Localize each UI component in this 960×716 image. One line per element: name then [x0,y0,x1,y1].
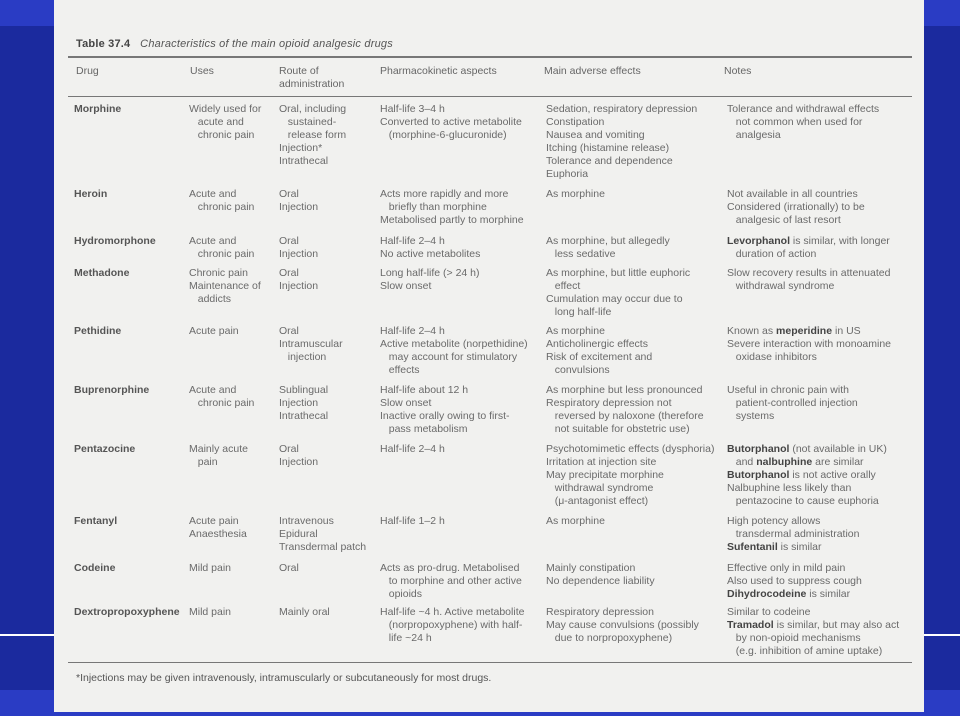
uses-cell: Chronic pain Maintenance of addicts [189,267,261,305]
notes-cell: Slow recovery results in attenuated withdrawal syndrome [727,267,891,292]
adverse-effects-cell: Psychotomimetic effects (dysphoria) Irritation at injection site May precipitate morphine withdrawal syndrome (μ-antagonist effect) [546,443,715,507]
uses-cell: Acute pain Anaesthesia [189,515,247,540]
pharmacokinetics-cell: Half-life 2–4 h Active metabolite (norpethidine) may account for stimulatory effects [380,325,528,376]
pharmacokinetics-cell: Half-life 2–4 h [380,443,445,455]
notes-cell: Levorphanol is similar, with longer duration of action [727,235,890,260]
route-cell: Oral Injection [279,188,319,213]
table-title-text: Characteristics of the main opioid analgesic drugs [140,38,393,50]
adverse-effects-cell: As morphine [546,515,605,527]
pharmacokinetics-cell: Acts as pro-drug. Metabolised to morphine and other active opioids [380,562,522,600]
pharmacokinetics-cell: Half-life 1–2 h [380,515,445,527]
notes-cell: Useful in chronic pain with patient-controlled injection systems [727,384,858,422]
notes-cell: High potency allows transdermal administration Sufentanil is similar [727,515,860,553]
drug-name: Heroin [74,188,108,200]
adverse-effects-cell: As morphine Anticholinergic effects Risk of excitement and convulsions [546,325,653,376]
header-uses: Uses [190,65,214,77]
notes-cell: Tolerance and withdrawal effects not common when used for analgesia [727,103,880,141]
uses-cell: Mild pain [189,606,232,618]
uses-cell: Mainly acute pain [189,443,248,468]
pharmacokinetics-cell: Half-life about 12 h Slow onset Inactive orally owing to first- pass metabolism [380,384,510,435]
bottom-rule [68,662,912,663]
pharmacokinetics-cell: Long half-life (> 24 h) Slow onset [380,267,480,292]
adverse-effects-cell: As morphine [546,188,605,200]
drug-name: Fentanyl [74,515,118,527]
adverse-effects-cell: Sedation, respiratory depression Constipation Nausea and vomiting Itching (histamine release) Tolerance and dependence Euphoria [546,103,698,180]
drug-name: Methadone [74,267,130,279]
drug-name: Codeine [74,562,116,574]
drug-name: Hydromorphone [74,235,156,247]
notes-cell: Not available in all countries Considered (irrationally) to be analgesic of last resort [727,188,865,226]
footnote: *Injections may be given intravenously, intramuscularly or subcutaneously for most drugs. [76,672,492,684]
route-cell: Mainly oral [279,606,330,618]
adverse-effects-cell: Mainly constipation No dependence liability [546,562,655,587]
header-pharmacokinetics: Pharmacokinetic aspects [380,65,497,77]
route-cell: Oral [279,562,299,574]
right-divider [924,634,960,636]
header-route: Route of administration [279,65,345,90]
uses-cell: Acute and chronic pain [189,384,255,409]
route-cell: Intravenous Epidural Transdermal patch [279,515,367,553]
uses-cell: Mild pain [189,562,232,574]
left-divider [0,634,54,636]
table-title-label: Table 37.4 [76,38,131,50]
drug-name: Buprenorphine [74,384,150,396]
header-drug: Drug [76,65,99,77]
route-cell: Oral Injection [279,443,319,468]
route-cell: Oral Injection [279,267,319,292]
uses-cell: Acute pain [189,325,239,337]
route-cell: Oral Intramuscular injection [279,325,343,363]
adverse-effects-cell: As morphine, but little euphoric effect Cumulation may occur due to long half-life [546,267,691,318]
notes-cell: Known as meperidine in US Severe interaction with monoamine oxidase inhibitors [727,325,892,363]
notes-cell: Similar to codeine Tramadol is similar, but may also act by non-opioid mechanisms (e.g. inhibition of amine uptake) [727,606,900,657]
route-cell: Sublingual Injection Intrathecal [279,384,329,422]
table-title [76,38,393,50]
pharmacokinetics-cell: Acts more rapidly and more briefly than morphine Metabolised partly to morphine [380,188,524,226]
uses-cell: Widely used for acute and chronic pain [189,103,262,141]
pharmacokinetics-cell: Half-life 2–4 h No active metabolites [380,235,481,260]
drug-name: Pethidine [74,325,122,337]
adverse-effects-cell: Respiratory depression May cause convulsions (possibly due to norpropoxyphene) [546,606,699,644]
header-adverse-effects: Main adverse effects [544,65,641,77]
header-notes: Notes [724,65,752,77]
uses-cell: Acute and chronic pain [189,188,255,213]
notes-cell: Effective only in mild pain Also used to suppress cough Dihydrocodeine is similar [727,562,862,600]
drug-name: Morphine [74,103,122,115]
adverse-effects-cell: As morphine but less pronounced Respiratory depression not reversed by naloxone (therefore not suitable for obstetric use) [546,384,704,435]
adverse-effects-cell: As morphine, but allegedly less sedative [546,235,670,260]
route-cell: Oral, including sustained- release form Injection* Intrathecal [279,103,347,167]
pharmacokinetics-cell: Half-life 3–4 h Converted to active metabolite (morphine-6-glucuronide) [380,103,522,141]
top-rule [68,56,912,58]
pharmacokinetics-cell: Half-life ~4 h. Active metabolite (norpropoxyphene) with half- life ~24 h [380,606,525,644]
header-rule [68,96,912,97]
notes-cell: Butorphanol (not available in UK) and nalbuphine are similar Butorphanol is not active orally Nalbuphine less likely than pentazocine to cause euphoria [727,443,887,507]
table-page [54,0,924,712]
route-cell: Oral Injection [279,235,319,260]
drug-name: Pentazocine [74,443,136,455]
drug-name: Dextropropoxyphene [74,606,180,618]
uses-cell: Acute and chronic pain [189,235,255,260]
